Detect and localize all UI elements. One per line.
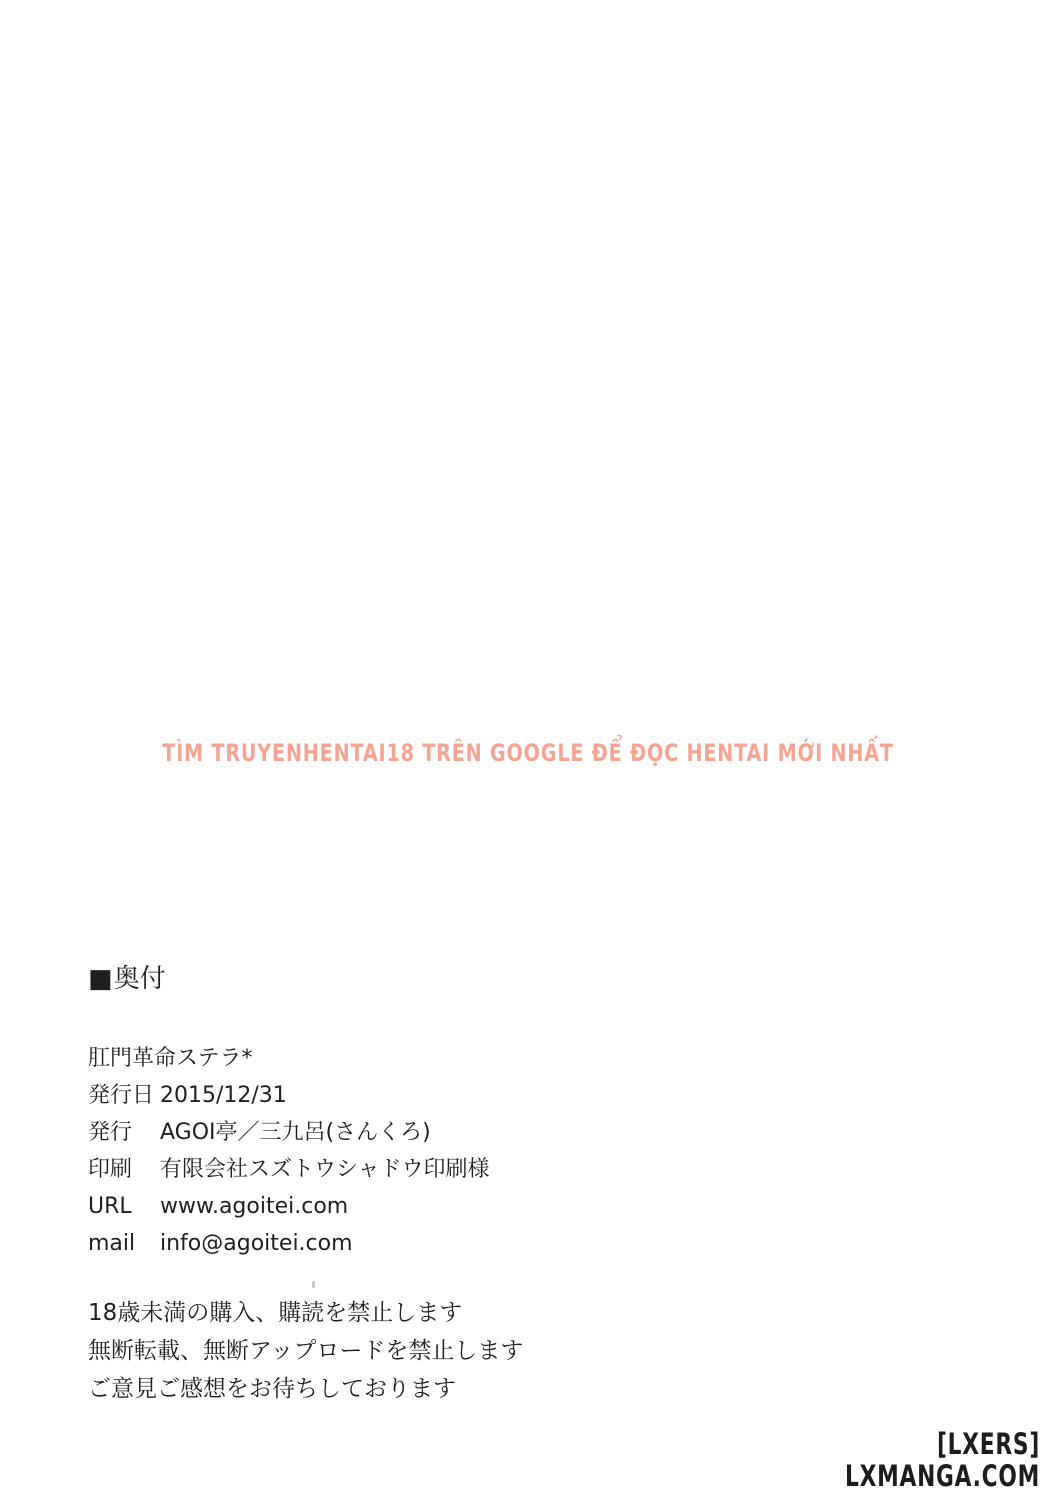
entry-label: mail bbox=[88, 1231, 136, 1256]
entry-value-url: www.agoitei.com bbox=[160, 1194, 349, 1219]
notice-no-reupload: 無断転載、無断アップロードを禁止します bbox=[88, 1338, 524, 1364]
colophon-heading bbox=[88, 964, 166, 994]
entry-value: 2015/12/31 bbox=[160, 1083, 287, 1108]
entry-label: 印刷 bbox=[88, 1157, 133, 1182]
site-watermark-domain: LXMANGA.COM bbox=[844, 1459, 1040, 1493]
entry-label: 発行日 bbox=[88, 1083, 155, 1108]
promo-watermark-text: TÌM TRUYENHENTAI18 TRÊN GOOGLE ĐỂ ĐỌC HENTAI MỚI NHẤT bbox=[162, 739, 894, 767]
entry-value-mail: info@agoitei.com bbox=[160, 1231, 353, 1256]
entry-label: URL bbox=[88, 1194, 132, 1219]
colophon-entry-url bbox=[88, 1188, 490, 1225]
colophon-entry-mail bbox=[88, 1225, 490, 1262]
work-title: 肛門革命ステラ* bbox=[88, 1046, 253, 1071]
site-watermark bbox=[780, 1428, 1040, 1492]
notice-feedback: ご意見ご感想をお待ちしております bbox=[88, 1376, 456, 1402]
entry-value: AGOI亭／三九呂(さんくろ) bbox=[160, 1120, 431, 1145]
colophon-heading-label: 奥付 bbox=[113, 964, 166, 994]
colophon-entry-publish-date bbox=[88, 1077, 490, 1114]
colophon-entry-publisher bbox=[88, 1114, 490, 1151]
site-watermark-group: [LXERS] bbox=[936, 1427, 1040, 1461]
notice-age-restriction: 18歳未満の購入、購読を禁止します bbox=[88, 1300, 463, 1326]
square-bullet-icon: ■ bbox=[88, 964, 113, 994]
notice-block bbox=[88, 1294, 523, 1408]
scan-artifact bbox=[312, 1281, 315, 1288]
entry-label: 発行 bbox=[88, 1120, 133, 1145]
entry-value: 有限会社スズトウシャドウ印刷様 bbox=[160, 1157, 490, 1182]
colophon-block bbox=[88, 1040, 490, 1262]
colophon-entry-printer bbox=[88, 1151, 490, 1188]
